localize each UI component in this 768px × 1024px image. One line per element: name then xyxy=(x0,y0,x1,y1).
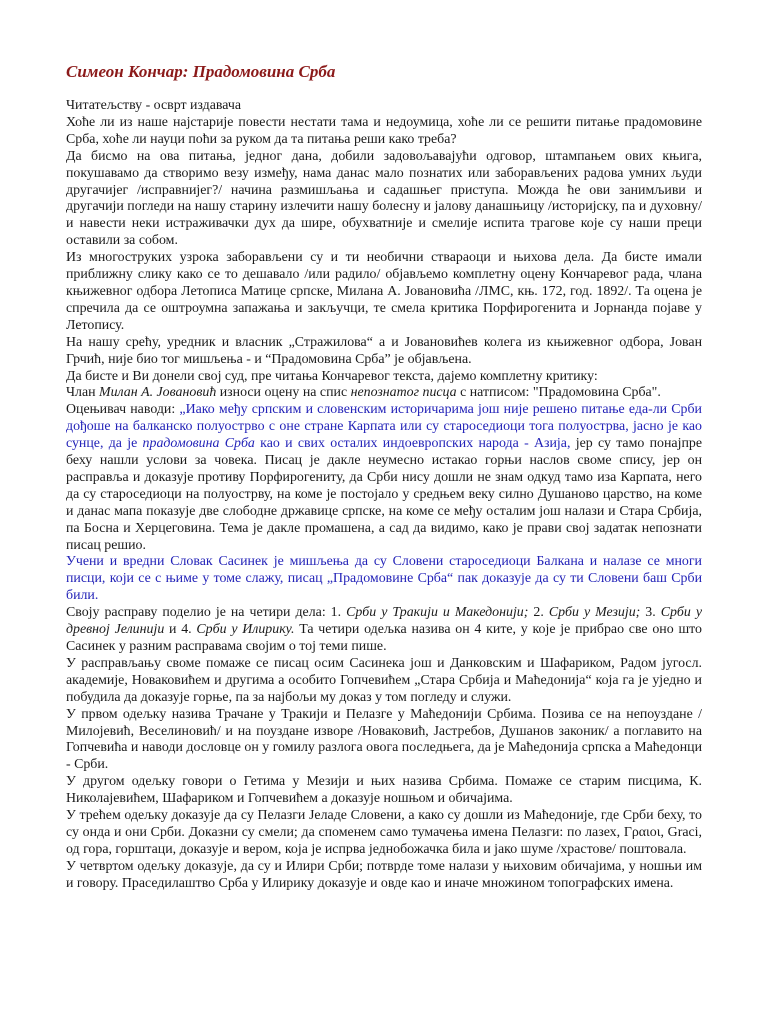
paragraph-four-parts: Своју расправу поделио је на четири дела: 1. Срби у Тракији и Македонији; 2. Срби у Мезији; 3. Срби у древној Јелинији и 4. Срби у Илирику. Та четири одељка назива он 4 ките, у које је прибрао све оно што Сасинек у разним расправама својим о тој теми пише. xyxy=(66,605,702,654)
paragraph-member: Члан Милан А. Јовановић износи оцену на спис непознатог писца с натписом: "Прадомовина Срба". xyxy=(66,385,661,401)
paragraph-strazhilovo: На нашу срећу, уредник и власник „Стражилова“ а и Јовановићев колега из књижевног одбора, Јован Грчић, није био тог мишљења - и “Прадомовина Срба” је објављена. xyxy=(66,334,702,367)
paragraph-sources: У расправљању своме помаже се писац осим Сасинека још и Данковским и Шафариком, Радом југосл. академије, Новаковићем и другима а особито Гопчевићем „Стара Србија и Маћедонија“ која га је уједно и побудила да доказује горње, па за најбољи му доказ у том погледу и служи. xyxy=(66,655,702,705)
paragraph-sasinek: Учени и вредни Словак Сасинек је мишљења да су Словени староседиоци Балкана и налазе се многи писци, који се с њиме у томе слажу, писац „Прадомовине Срба“ пак доказује да су ти Словени баш Срби били. xyxy=(66,554,702,604)
paragraph-forgotten: Из многоструких узрока заборављени су и ти необични ствараоци и њихова дела. Да бисте имали приближну слику како се то дешавало /или радило/ објављемо комплетну оцену Кончаревог рада, члана књижевног одбора Летописа Матице српске, Милана А. Јовановића /ЛМС, књ. 172, год. 1892/. Та оцена је спречила да се оштроумна запажања и закључци, те смела критика Порфирогенита и Јорнанда појаве у Летопису. xyxy=(66,250,702,333)
paragraph-questions: Хоће ли из наше најстарије повести нестати тама и недоумица, хоће ли се решити питање прадомовине Срба, хоће ли науци поћи за руком да та питања реши како треба? xyxy=(66,114,702,147)
paragraph-third-part: У трећем одељку доказује да су Пелазги Јеладе Словени, а како су дошли из Маћедоније, где Срби беху, то су онда и они Срби. Доказни су смели; да споменем само тумачења имена Пелазги: по лазех, Γραιοι, Graci, од гора, горштаци, доказује и вером, која је испрва једнобожачка била и јако шуме /храстове/ поштовала. xyxy=(66,808,702,857)
paragraph-purpose: Да бисмо на ова питања, једног дана, добили задовољавајући одговор, штампањем ових књига, покушавамо да створимо везу између, нама данас мало познатих или заборављених радова умних људи другачијег /исправнијег?/ начина размишљања и садашњег приступа. Можда ће ови занимљиви и другачији погледи на нашу старину излечити нашу болесну и јалову данашњицу /историјску, па и духовну/ и навести неки истраживачки дух да шире, обухватније и смелије испита трагове које су наши преци оставили за собом. xyxy=(66,148,702,249)
paragraph-first-part: У првом одељку назива Трачане у Тракији и Пелазге у Маћедонији Србима. Позива се на непоуздане /Милојевић, Веселиновић/ и на поуздане изворе /Новаковић, Јастребов, Душанов законик/ а поглавито на Гопчевића и наводи дословце он у гомилу разлога овога последњега, да је Маћедонија српска а Маћедонци - Срби. xyxy=(66,706,703,773)
paragraph-critique-intro: Да бисте и Ви донели свој суд, пре читања Кончаревог текста, дајемо комплетну критику: xyxy=(66,368,598,384)
document-title: Симеон Кончар: Прадомовина Срба xyxy=(66,62,336,81)
paragraph-second-part: У другом одељку говори о Гетима у Мезији и њих назива Србима. Помаже се старим писцима, К. Николајевићем, Шафариком и Гопчевићем а доказује ношњом и обичајима. xyxy=(66,774,702,807)
paragraph-fourth-part: У четвртом одељку доказује, да су и Илири Срби; потврде томе налази у њиховим обичајима, у ношњи им и говору. Праседилаштво Срба у Илирику доказује и овде као и иначе множином топографских имена. xyxy=(66,858,702,891)
paragraph-reviewer-quote: Оцењивач наводи: „Иако међу српским и словенским историчарима још није решено питање еда-ли Срби дођоше на балканско полуострво с оне стране Карпата или су староседиоци тога полуострва, јасно је као сунце, да је прадомовина Срба као и свих осталих индоевропских народа - Азија, јер су тамо понајпре беху нашли услови за човека. Писац је дакле неумесно истакао горњи наслов своме спису, јер он расправља и доказује противу Порфирогениту, да Срби нису дошли не знам одкуд тамо иза Карпата, него да су староседиоци на полуострву, на коме је постојало у средњем веку силно Душаново царство, на коме и данас мапа показује две слободне државице српске, на коме се међу осталим још налази и Стара Србија, па Босна и Херцеговина. Тема је дакле промашена, а сад да видимо, како је прави свој задатак непознати писац решио. xyxy=(66,402,702,553)
document-page xyxy=(66,62,702,893)
paragraph-foreword: Читатељству - осврт издавача xyxy=(66,98,242,113)
